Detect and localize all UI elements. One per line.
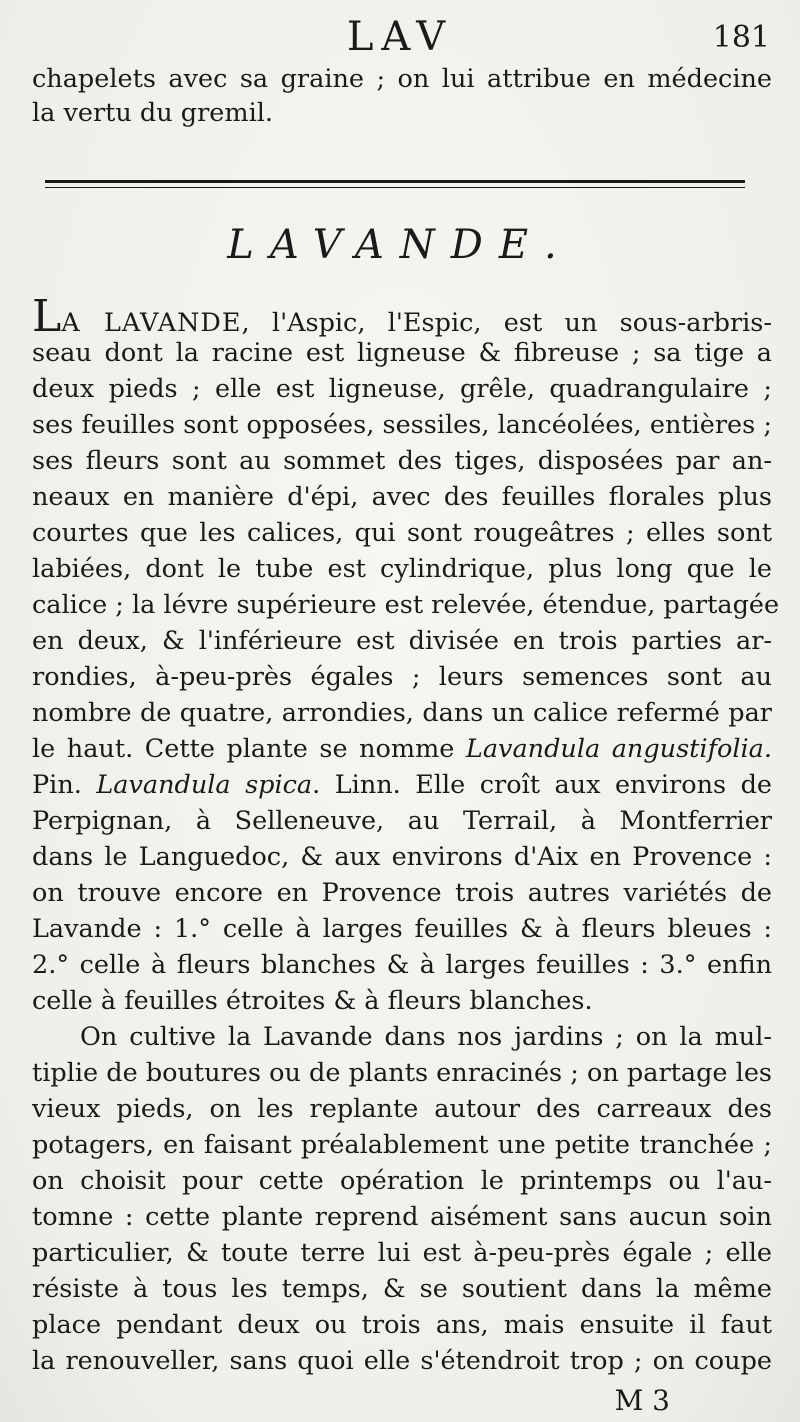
text-line xyxy=(32,768,772,802)
latin-name: Lavandula spica xyxy=(96,770,313,800)
text-line: place pendant deux ou trois ans, mais ensuite il faut xyxy=(32,1310,772,1340)
text-line: seau dont la racine est ligneuse & fibreuse ; sa tige a xyxy=(32,338,772,368)
text-line: particulier, & toute terre lui est à-peu-près égale ; elle xyxy=(32,1238,772,1268)
text-line: nombre de quatre, arrondies, dans un calice refermé par xyxy=(32,698,772,728)
page-header xyxy=(30,14,770,68)
text-line: en deux, & l'inférieure est divisée en trois parties ar- xyxy=(32,626,772,656)
signature-mark: M 3 xyxy=(614,1384,670,1417)
text-line: ses fleurs sont au sommet des tiges, disposées par an- xyxy=(32,446,772,476)
section-title: LAVANDE. xyxy=(227,222,573,268)
text-line: courtes que les calices, qui sont rougeâtres ; elles sont xyxy=(32,518,772,548)
text-line: la vertu du gremil. xyxy=(32,98,273,128)
text-line: neaux en manière d'épi, avec des feuilles florales plus xyxy=(32,482,772,512)
text-line: rondies, à-peu-près égales ; leurs semences sont au xyxy=(32,662,772,692)
text-line xyxy=(32,732,772,766)
text-line: ses feuilles sont opposées, sessiles, lancéolées, entières ; xyxy=(32,410,772,440)
text-line: résiste à tous les temps, & se soutient dans la même xyxy=(32,1274,772,1304)
text-line: potagers, en faisant préalablement une petite tranchée ; xyxy=(32,1130,772,1160)
text-line: on choisit pour cette opération le printemps ou l'au- xyxy=(32,1166,772,1196)
text-line: chapelets avec sa graine ; on lui attribue en médecine xyxy=(32,64,772,94)
text-line: 2.° celle à fleurs blanches & à larges feuilles : 3.° enfin xyxy=(32,950,772,980)
text-line: celle à feuilles étroites & à fleurs blanches. xyxy=(32,986,593,1016)
text-line: deux pieds ; elle est ligneuse, grêle, quadrangulaire ; xyxy=(32,374,772,404)
entry-headword: A LAVANDE xyxy=(61,308,242,338)
text-line: tomne : cette plante reprend aisément sans aucun soin xyxy=(32,1202,772,1232)
running-head: LAV xyxy=(346,14,454,60)
text-line: labiées, dont le tube est cylindrique, plus long que le xyxy=(32,554,772,584)
text-line: on trouve encore en Provence trois autres variétés de xyxy=(32,878,772,908)
text-line: tiplie de boutures ou de plants enracinés ; on partage les xyxy=(32,1058,772,1088)
text-run: le haut. Cette plante se nomme xyxy=(32,734,466,764)
text-run: , l'Aspic, l'Espic, est un sous-arbris- xyxy=(241,308,773,338)
text-line: la renouveller, sans quoi elle s'étendroit trop ; on coupe xyxy=(32,1346,772,1376)
text-line: Lavande : 1.° celle à larges feuilles & à fleurs bleues : xyxy=(32,914,772,944)
text-run: . Linn. Elle croît aux environs de xyxy=(312,770,772,800)
page-number: 181 xyxy=(712,20,770,55)
text-line: On cultive la Lavande dans nos jardins ; on la mul- xyxy=(80,1022,772,1052)
latin-name: Lavandula angustifolia. xyxy=(465,734,772,764)
text-line: calice ; la lévre supérieure est relevée, étendue, partagée xyxy=(32,590,780,620)
text-line: Perpignan, à Selleneuve, au Terrail, à Montferrier xyxy=(32,806,772,836)
text-line: dans le Languedoc, & aux environs d'Aix en Provence : xyxy=(32,842,772,872)
text-line-first xyxy=(32,291,773,342)
section-divider xyxy=(45,180,745,186)
text-run: Pin. xyxy=(32,770,97,800)
drop-cap: L xyxy=(32,291,62,342)
text-line: vieux pieds, on les replante autour des carreaux des xyxy=(32,1094,772,1124)
